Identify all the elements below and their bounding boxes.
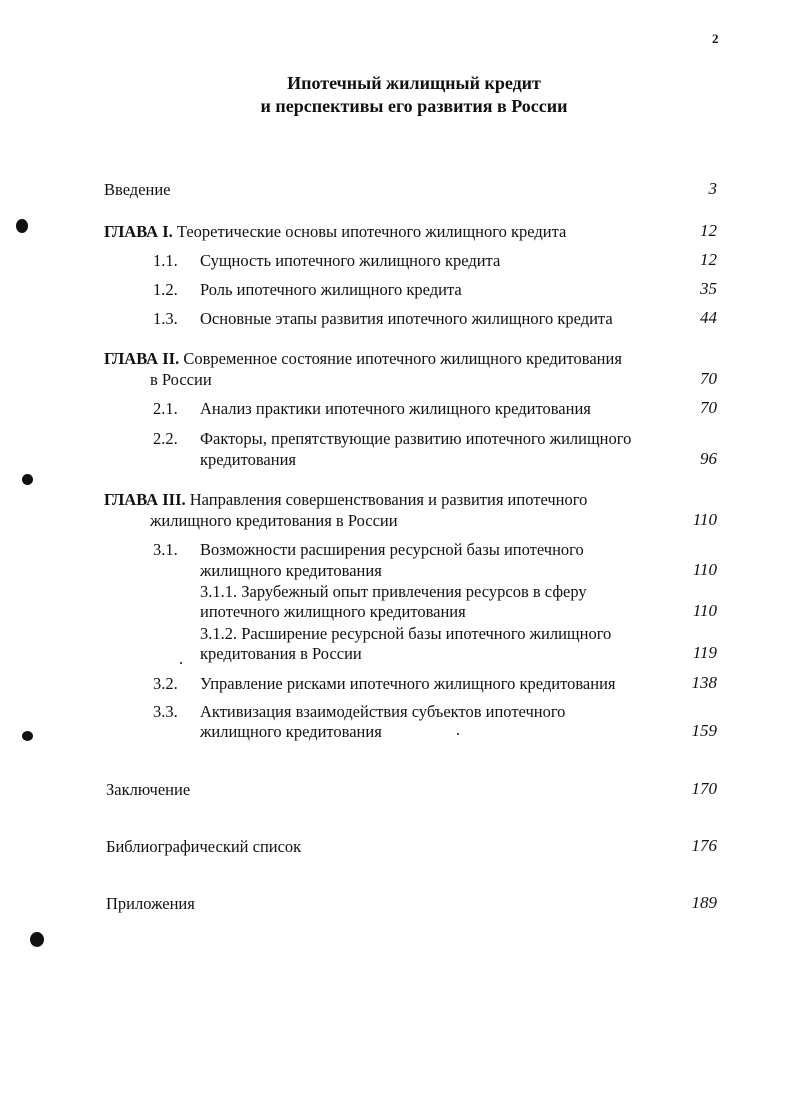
chapter-3-page: 110: [692, 510, 717, 529]
toc-intro-label: Введение: [104, 180, 171, 199]
title-line-2: и перспективы его развития в России: [260, 96, 568, 116]
scan-speck: [22, 731, 33, 741]
title-line-1: Ипотечный жилищный кредит: [287, 73, 541, 93]
section-3-2-title: Управление рисками ипотечного жилищного кредитования: [200, 674, 616, 693]
toc-bibliography-label: Библиографический список: [106, 837, 302, 856]
section-2-1-page: 70: [700, 398, 717, 417]
section-2-2-title-line-2: кредитования: [200, 450, 296, 469]
section-3-2-number: 3.2.: [153, 674, 178, 693]
chapter-3-prefix: ГЛАВА III.: [104, 490, 186, 509]
section-1-1-number: 1.1.: [153, 251, 178, 270]
subsection-3-1-2-title-line-2: кредитования в России: [200, 644, 362, 663]
chapter-2-title-line-2: в России: [150, 370, 212, 389]
chapter-1-title: Теоретические основы ипотечного жилищного кредита: [176, 222, 567, 241]
toc-bibliography-page: 176: [691, 836, 717, 855]
section-1-3-title: Основные этапы развития ипотечного жилищного кредита: [200, 309, 613, 328]
subsection-3-1-2-page: 119: [692, 643, 717, 662]
section-1-3-number: 1.3.: [153, 309, 178, 328]
section-3-3-title-line-2: жилищного кредитования: [200, 722, 382, 741]
section-1-2-title: Роль ипотечного жилищного кредита: [200, 280, 462, 299]
section-2-1-number: 2.1.: [153, 399, 178, 418]
section-1-2-page: 35: [700, 279, 717, 298]
subsection-3-1-1-page: 110: [692, 601, 717, 620]
section-1-3-page: 44: [700, 308, 717, 327]
chapter-1-page: 12: [700, 221, 717, 240]
section-1-1-page: 12: [700, 250, 717, 269]
section-1-1-title: Сущность ипотечного жилищного кредита: [200, 251, 501, 270]
toc-appendices-label: Приложения: [106, 894, 195, 913]
page-title: [0, 72, 792, 118]
section-3-1-number: 3.1.: [153, 540, 178, 559]
toc-appendices-page: 189: [691, 893, 717, 912]
chapter-2-title-line-1: Современное состояние ипотечного жилищного кредитования: [183, 349, 622, 368]
chapter-1-heading: [104, 221, 566, 242]
scan-speck: [457, 733, 459, 735]
chapter-2-prefix: ГЛАВА II.: [104, 349, 180, 368]
scan-speck: [22, 474, 33, 485]
subsection-3-1-1-title-line-1: 3.1.1. Зарубежный опыт привлечения ресурсов в сферу: [200, 582, 587, 601]
chapter-3-heading: [104, 489, 587, 510]
section-2-1-title: Анализ практики ипотечного жилищного кредитования: [200, 399, 591, 418]
section-2-2-page: 96: [700, 449, 717, 468]
chapter-1-prefix: ГЛАВА I.: [104, 222, 173, 241]
toc-conclusion-page: 170: [691, 779, 717, 798]
subsection-3-1-1-title-line-2: ипотечного жилищного кредитования: [200, 602, 466, 621]
toc-intro-page: 3: [708, 179, 717, 198]
toc-conclusion-label: Заключение: [106, 780, 191, 799]
section-3-1-title-line-2: жилищного кредитования: [200, 561, 382, 580]
chapter-3-title-line-2: жилищного кредитования в России: [150, 511, 398, 530]
scan-speck: [30, 932, 44, 947]
section-3-1-title-line-1: Возможности расширения ресурсной базы ипотечного: [200, 540, 584, 559]
scan-speck: [180, 662, 182, 664]
section-2-2-title-line-1: Факторы, препятствующие развитию ипотечного жилищного: [200, 429, 632, 448]
chapter-2-heading: [104, 348, 622, 369]
section-3-3-title-line-1: Активизация взаимодействия субъектов ипотечного: [200, 702, 566, 721]
page-number: 2: [712, 31, 719, 46]
chapter-2-page: 70: [700, 369, 717, 388]
section-3-3-page: 159: [691, 721, 717, 740]
section-1-2-number: 1.2.: [153, 280, 178, 299]
section-2-2-number: 2.2.: [153, 429, 178, 448]
scan-speck: [16, 219, 28, 233]
section-3-3-number: 3.3.: [153, 702, 178, 721]
subsection-3-1-2-title-line-1: 3.1.2. Расширение ресурсной базы ипотечного жилищного: [200, 624, 612, 643]
section-3-2-page: 138: [691, 673, 717, 692]
chapter-3-title-line-1: Направления совершенствования и развития ипотечного: [189, 490, 588, 509]
section-3-1-page: 110: [692, 560, 717, 579]
